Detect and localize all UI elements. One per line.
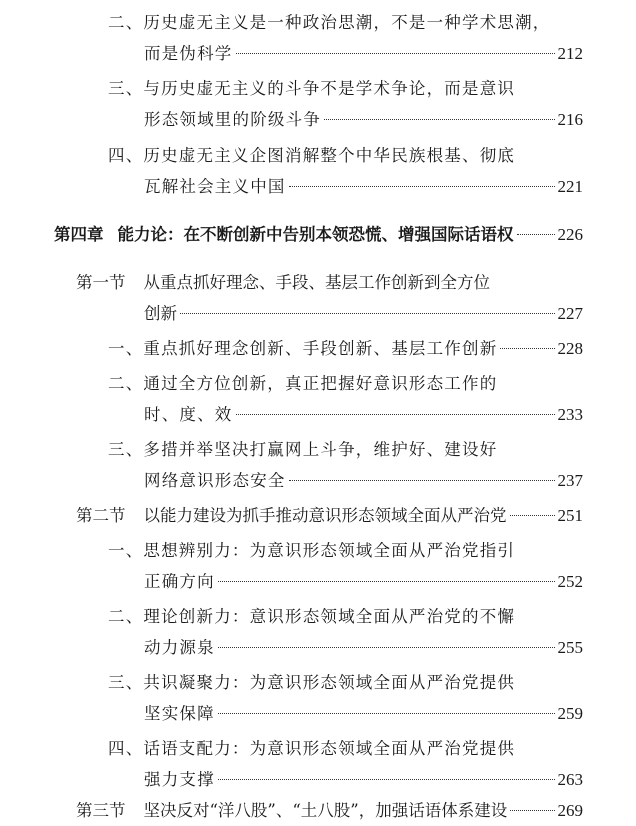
toc-line [108,334,583,364]
toc-entry-text: 而是伪科学 [144,44,233,63]
toc-page-number: 221 [557,177,583,196]
toc-leader-dots [218,779,555,780]
toc-leader-dots [289,480,555,481]
toc-entry-text: 二、理论创新力：意识形态领域全面从严治党的不懈 [108,607,516,626]
toc-chapter-label: 第三节 [76,801,126,820]
toc-entry-text: 二、通过全方位创新，真正把握好意识形态工作的 [108,374,498,393]
toc-line [108,536,596,566]
toc-page-number: 269 [557,801,583,820]
toc-entry-text: 能力论：在不断创新中告别本领恐慌、增强国际话语权 [117,225,514,244]
toc-page-number: 226 [557,225,583,244]
toc-entry-text: 正确方向 [144,572,215,591]
toc-line [144,699,583,729]
toc-entry-text: 瓦解社会主义中国 [144,177,286,196]
toc-line [108,74,596,104]
toc-page-number: 227 [557,304,583,323]
toc-line [108,602,596,632]
toc-entry-text: 四、历史虚无主义企图消解整个中华民族根基、彻底 [108,146,516,165]
toc-leader-dots [236,53,555,54]
toc-entry-text: 坚实保障 [144,704,215,723]
toc-line [108,668,596,698]
toc-line [144,466,583,496]
toc-leader-dots [289,186,555,187]
toc-page-number: 216 [557,110,583,129]
toc-page-number: 259 [557,704,583,723]
toc-entry-text: 形态领域里的阶级斗争 [144,110,321,129]
toc-line [144,400,583,430]
toc-line [144,765,583,795]
toc-leader-dots [218,647,555,648]
toc-entry-text: 创新 [144,304,177,323]
toc-leader-dots [510,515,555,516]
toc-page-number: 251 [557,506,583,525]
toc-line [54,220,583,250]
toc-line [108,369,596,399]
toc-entry-text: 一、思想辨别力：为意识形态领域全面从严治党指引 [108,541,516,560]
toc-leader-dots [324,119,555,120]
toc-page-number: 252 [557,572,583,591]
toc-page-number: 212 [557,44,583,63]
toc-page-number: 255 [557,638,583,657]
toc-entry-text: 坚决反对“洋八股”、“土八股”，加强话语体系建设 [143,801,508,820]
toc-entry-text: 时、度、效 [144,405,233,424]
toc-leader-dots [500,348,554,349]
toc-leader-dots [510,810,554,811]
toc-leader-dots [218,581,555,582]
toc-line [144,172,583,202]
toc-entry-text: 三、与历史虚无主义的斗争不是学术争论，而是意识 [108,79,516,98]
toc-page-number: 233 [557,405,583,424]
toc-page-number: 263 [557,770,583,789]
toc-entry-text: 强力支撑 [144,770,215,789]
toc-leader-dots [218,713,555,714]
toc-page-number: 228 [557,339,583,358]
toc-entry-text: 三、多措并举坚决打赢网上斗争，维护好、建设好 [108,440,498,459]
toc-entry-text: 网络意识形态安全 [144,471,286,490]
toc-line [108,8,596,38]
toc-line [144,567,583,597]
toc-line [108,435,596,465]
toc-line [144,299,583,329]
toc-chapter-label: 第一节 [76,273,126,292]
toc-line [144,39,583,69]
toc-line [76,796,583,826]
toc-entry-text: 一、重点抓好理念创新、手段创新、基层工作创新 [108,339,498,358]
toc-leader-dots [517,234,555,235]
toc-entry-text: 二、历史虚无主义是一种政治思潮，不是一种学术思潮， [108,13,551,32]
toc-page-number: 237 [557,471,583,490]
toc-line [108,141,596,171]
toc-entry-text: 四、话语支配力：为意识形态领域全面从严治党提供 [108,739,516,758]
toc-line [76,501,583,531]
toc-chapter-label: 第二节 [76,506,126,525]
toc-line [108,734,596,764]
toc-entry-text: 三、共识凝聚力：为意识形态领域全面从严治党提供 [108,673,516,692]
toc-line [76,268,596,298]
toc-line [144,633,583,663]
toc-leader-dots [236,414,555,415]
toc-entry-text: 动力源泉 [144,638,215,657]
toc-line [144,105,583,135]
toc-chapter-label: 第四章 [54,225,104,244]
toc-leader-dots [180,313,555,314]
toc-entry-text: 以能力建设为抓手推动意识形态领域全面从严治党 [143,506,507,525]
toc-entry-text: 从重点抓好理念、手段、基层工作创新到全方位 [143,273,490,292]
